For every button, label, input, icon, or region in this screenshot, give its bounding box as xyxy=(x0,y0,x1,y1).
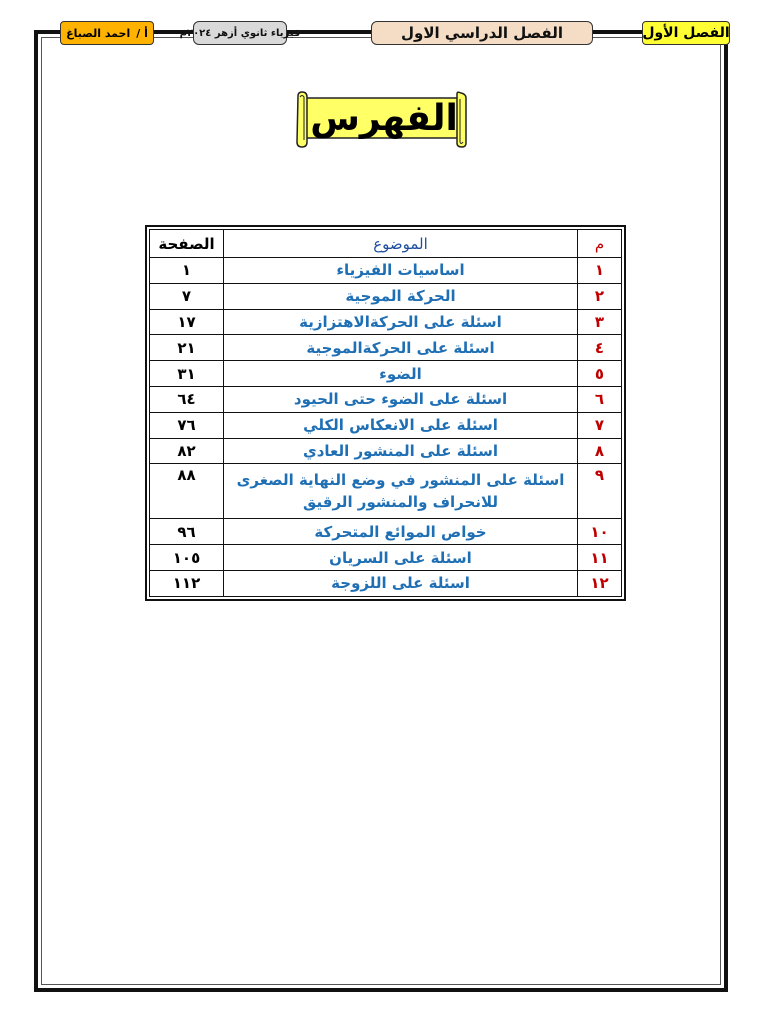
row-topic: اسئلة على الانعكاس الكلي xyxy=(224,412,578,438)
row-page: ٨٢ xyxy=(150,438,224,464)
row-number: ٢ xyxy=(578,283,622,309)
table-row xyxy=(150,464,622,519)
row-topic: اسئلة على السريان xyxy=(224,545,578,571)
row-number: ١ xyxy=(578,258,622,284)
table-row xyxy=(150,570,622,596)
row-page: ١١٢ xyxy=(150,570,224,596)
table-row xyxy=(150,412,622,438)
row-page: ٧ xyxy=(150,283,224,309)
table-row xyxy=(150,283,622,309)
chapter-label: الفصل الأول xyxy=(642,25,730,41)
row-page: ٦٤ xyxy=(150,386,224,412)
row-number: ٣ xyxy=(578,309,622,335)
row-page: ١٧ xyxy=(150,309,224,335)
table-row xyxy=(150,519,622,545)
row-topic: اسئلة على الحركةالموجية xyxy=(224,335,578,361)
row-topic: اساسيات الفيزياء xyxy=(224,258,578,284)
row-number: ١٢ xyxy=(578,570,622,596)
row-page: ١ xyxy=(150,258,224,284)
row-page: ١٠٥ xyxy=(150,545,224,571)
row-number: ٦ xyxy=(578,386,622,412)
subject-badge xyxy=(179,21,301,45)
table-row xyxy=(150,309,622,335)
row-number: ٧ xyxy=(578,412,622,438)
index-table-grid xyxy=(149,229,622,597)
row-topic: اسئلة على المنشور العادي xyxy=(224,438,578,464)
subject-label: فيزياء ثانوي أزهر ٢٠٢٤م xyxy=(179,27,301,39)
table-row xyxy=(150,335,622,361)
title-scroll xyxy=(294,92,470,148)
row-number: ٥ xyxy=(578,361,622,387)
page-title: الفهرس xyxy=(310,97,458,139)
index-table xyxy=(145,225,626,601)
row-page: ٢١ xyxy=(150,335,224,361)
header-page: الصفحة xyxy=(150,230,224,258)
row-topic: اسئلة على اللزوجة xyxy=(224,570,578,596)
table-row xyxy=(150,545,622,571)
row-page: ٩٦ xyxy=(150,519,224,545)
term-label: الفصل الدراسي الاول xyxy=(401,24,563,42)
table-row xyxy=(150,361,622,387)
row-topic: الحركة الموجية xyxy=(224,283,578,309)
row-number: ١١ xyxy=(578,545,622,571)
row-number: ٤ xyxy=(578,335,622,361)
table-header-row xyxy=(150,230,622,258)
author-name: احمد الصباغ xyxy=(66,26,131,40)
table-row xyxy=(150,258,622,284)
header-topic: الموضوع xyxy=(224,230,578,258)
row-topic: اسئلة على الضوء حتى الحيود xyxy=(224,386,578,412)
row-topic: اسئلة على الحركةالاهتزازية xyxy=(224,309,578,335)
chapter-badge xyxy=(642,21,730,45)
table-row xyxy=(150,438,622,464)
author-prefix: أ / xyxy=(136,26,148,40)
row-page: ٧٦ xyxy=(150,412,224,438)
row-topic: خواص الموائع المتحركة xyxy=(224,519,578,545)
row-number: ٩ xyxy=(578,464,622,519)
table-row xyxy=(150,386,622,412)
row-number: ١٠ xyxy=(578,519,622,545)
row-page: ٨٨ xyxy=(150,464,224,519)
header-number: م xyxy=(578,230,622,258)
row-page: ٣١ xyxy=(150,361,224,387)
term-badge xyxy=(371,21,593,45)
author-badge xyxy=(60,21,154,45)
row-number: ٨ xyxy=(578,438,622,464)
row-topic: الضوء xyxy=(224,361,578,387)
row-topic: اسئلة على المنشور في وضع النهاية الصغرى للانحراف والمنشور الرقيق xyxy=(224,464,578,519)
